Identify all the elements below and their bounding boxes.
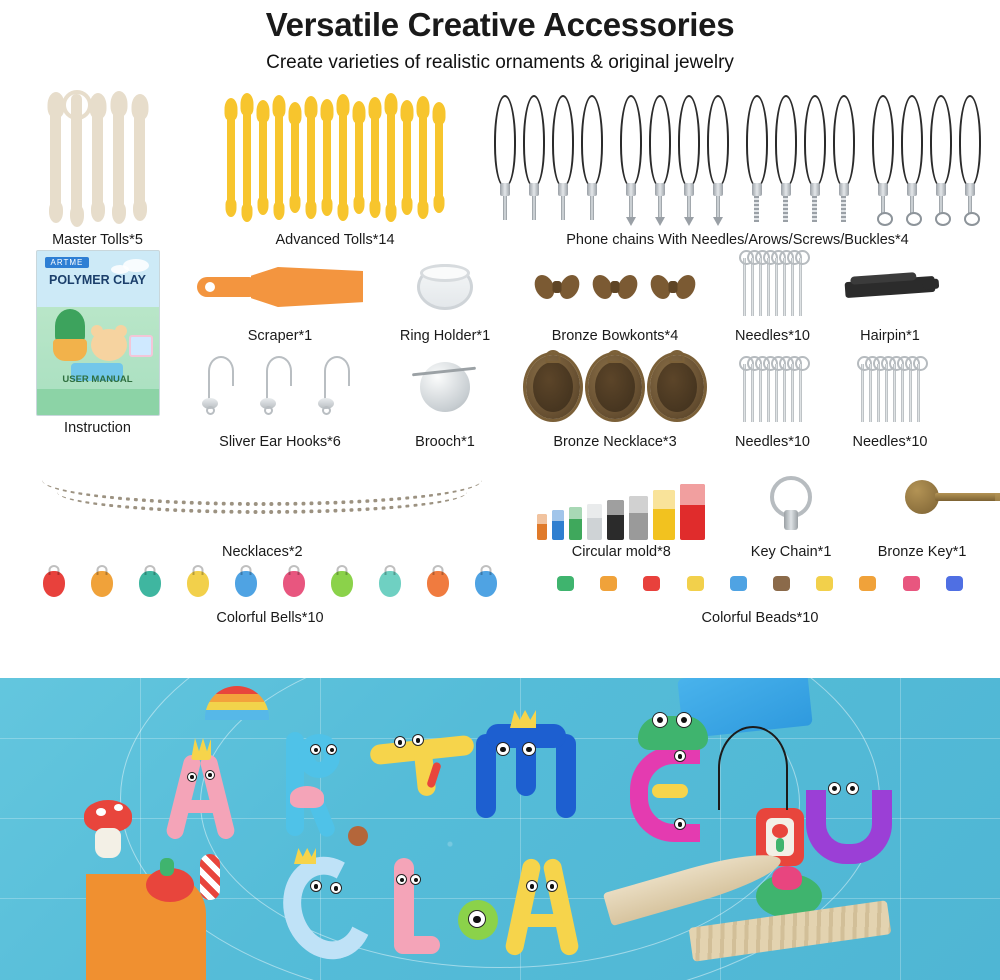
bowknot-icon — [651, 275, 695, 299]
caption-needles-top: Needles*10 — [735, 327, 810, 344]
advanced-tool-icon — [419, 102, 427, 214]
item-bronze-key — [854, 454, 990, 560]
pendant-icon — [650, 355, 704, 419]
item-bronze-necklace — [515, 344, 715, 450]
mold-icon — [653, 490, 675, 540]
master-tools-image — [10, 88, 185, 228]
caption-colorful-beads: Colorful Beads*10 — [701, 609, 819, 626]
bead-icon — [946, 576, 963, 591]
row-chains-molds — [0, 454, 1000, 560]
item-scraper — [185, 250, 375, 344]
bell-icon — [235, 571, 257, 597]
clay-blob-brown — [348, 826, 368, 846]
product-infographic — [0, 6, 1000, 980]
advanced-tool-icon — [323, 105, 331, 211]
row-accessories — [0, 250, 1000, 450]
clay-charm-chain — [718, 726, 788, 810]
master-tool-icon — [134, 100, 145, 216]
page-title: Versatile Creative Accessories — [265, 6, 735, 43]
accessory-subrow-bottom — [185, 344, 990, 450]
caption-circular-mold: Circular mold*8 — [571, 543, 671, 560]
chain-group-arrows — [618, 95, 731, 220]
advanced-tool-icon — [227, 104, 235, 212]
bead-icon — [730, 576, 747, 591]
caption-bronze-necklace: Bronze Necklace*3 — [553, 433, 677, 450]
clay-letter-a-yellow — [506, 850, 582, 962]
item-key-chain — [728, 454, 854, 560]
item-colorful-bells — [10, 562, 530, 626]
chain-group-needles — [492, 95, 605, 220]
item-colorful-beads — [530, 562, 990, 626]
mold-icon — [587, 504, 602, 540]
hairpin-image — [830, 250, 950, 324]
caption-needles-right: Needles*10 — [852, 433, 928, 450]
clay-letter-r — [278, 732, 348, 840]
advanced-tool-icon — [387, 99, 395, 217]
item-needles-top — [715, 250, 830, 344]
item-hairpin — [830, 250, 950, 344]
bell-icon — [187, 571, 209, 597]
scraper-image — [185, 250, 375, 324]
bronze-bowknots-image — [515, 250, 715, 324]
bell-icon — [475, 571, 497, 597]
advanced-tool-icon — [435, 108, 443, 208]
item-master-tools — [10, 88, 185, 248]
caption-phone-chains: Phone chains With Needles/Arows/Screws/Buckles*4 — [566, 231, 909, 248]
chain-group-buckles — [870, 95, 983, 220]
advanced-tool-icon — [339, 100, 347, 216]
master-tool-icon — [50, 98, 61, 218]
caption-needles-mid: Needles*10 — [735, 433, 810, 450]
clay-candy-cane — [200, 854, 220, 900]
bell-icon — [139, 571, 161, 597]
caption-bronze-bowknots: Bronze Bowkonts*4 — [551, 327, 679, 344]
phone-chains-image — [485, 88, 990, 228]
instruction-booklet-image — [36, 250, 160, 416]
mold-icon — [680, 484, 705, 540]
master-tool-icon — [71, 94, 82, 222]
mold-icon — [607, 500, 624, 540]
clay-letter-m — [470, 724, 590, 820]
needles-image — [715, 250, 830, 324]
item-advanced-tools — [185, 88, 485, 248]
caption-bronze-key: Bronze Key*1 — [877, 543, 967, 560]
bead-icon — [643, 576, 660, 591]
master-tool-icon — [92, 99, 103, 217]
bowknot-icon — [535, 275, 579, 299]
clay-letter-e — [626, 740, 716, 850]
advanced-tool-icon — [291, 108, 299, 208]
page-subtitle: Create varieties of realistic ornaments & original jewelry — [266, 51, 734, 73]
necklaces-image — [10, 454, 515, 540]
advanced-tool-icon — [307, 102, 315, 214]
caption-ring-holder: Ring Holder*1 — [399, 327, 491, 344]
caption-master-tools: Master Tolls*5 — [52, 231, 143, 248]
item-needles-mid — [715, 356, 830, 450]
brooch-image — [375, 344, 515, 430]
accessory-grid — [185, 250, 990, 450]
bead-icon — [687, 576, 704, 591]
needles-image — [715, 356, 830, 430]
item-instruction — [10, 250, 185, 450]
clay-mushroom-stem — [95, 828, 121, 858]
clay-letter-a — [165, 744, 239, 840]
colorful-bells-image — [10, 562, 530, 606]
row-bells-beads — [0, 562, 1000, 626]
clay-letter-t — [370, 722, 480, 782]
bead-icon — [600, 576, 617, 591]
clay-letter-c — [284, 856, 376, 966]
bronze-key-image — [854, 454, 990, 540]
bell-icon — [427, 571, 449, 597]
caption-ear-hooks: Sliver Ear Hooks*6 — [219, 433, 341, 450]
caption-instruction: Instruction — [64, 419, 131, 436]
item-ring-holder — [375, 250, 515, 344]
ear-hooks-image — [185, 344, 375, 430]
key-chain-image — [728, 454, 854, 540]
mold-icon — [552, 510, 564, 540]
caption-brooch: Brooch*1 — [415, 433, 475, 450]
clay-worm-purple — [806, 790, 892, 864]
advanced-tool-icon — [275, 101, 283, 215]
caption-key-chain: Key Chain*1 — [750, 543, 832, 560]
item-brooch — [375, 344, 515, 450]
master-tool-icon — [113, 97, 124, 219]
bell-icon — [91, 571, 113, 597]
bell-icon — [331, 571, 353, 597]
manual-footer: USER MANUAL — [62, 373, 133, 385]
needles-image — [830, 356, 950, 430]
caption-advanced-tools: Advanced Tolls*14 — [275, 231, 395, 248]
bronze-necklace-image — [515, 344, 715, 430]
lifestyle-photo — [0, 678, 1000, 980]
bell-icon — [379, 571, 401, 597]
ring-holder-image — [375, 250, 515, 324]
pendant-icon — [588, 355, 642, 419]
item-circular-mold — [515, 454, 728, 560]
ear-hook-icon — [204, 356, 240, 418]
bead-icon — [773, 576, 790, 591]
advanced-tool-icon — [371, 103, 379, 213]
caption-colorful-bells: Colorful Bells*10 — [216, 609, 324, 626]
ear-hook-icon — [262, 356, 298, 418]
advanced-tool-icon — [355, 107, 363, 209]
advanced-tools-image — [185, 88, 485, 228]
bead-icon — [859, 576, 876, 591]
bead-icon — [557, 576, 574, 591]
colorful-beads-image — [530, 562, 990, 606]
circular-mold-image — [515, 454, 728, 540]
pendant-icon — [526, 355, 580, 419]
item-needles-right — [830, 356, 950, 450]
clay-frog — [638, 716, 708, 750]
caption-necklaces: Necklaces*2 — [221, 543, 303, 560]
caption-hairpin: Hairpin*1 — [860, 327, 920, 344]
mold-icon — [537, 514, 547, 540]
accessory-subrow-top — [185, 250, 990, 344]
manual-brand: ARTME — [45, 257, 90, 268]
advanced-tool-icon — [259, 106, 267, 210]
advanced-tool-icon — [403, 106, 411, 210]
item-ear-hooks — [185, 344, 375, 450]
ear-hook-icon — [320, 356, 356, 418]
item-necklaces — [10, 454, 515, 560]
caption-scraper: Scraper*1 — [247, 327, 313, 344]
chain-group-screws — [744, 95, 857, 220]
manual-title: POLYMER CLAY — [48, 272, 146, 287]
mold-icon — [569, 507, 582, 540]
clay-letter-l — [382, 858, 442, 968]
advanced-tool-icon — [243, 99, 251, 217]
bead-icon — [816, 576, 833, 591]
bowknot-icon — [593, 275, 637, 299]
row-tools — [0, 88, 1000, 248]
mold-icon — [629, 496, 648, 540]
bell-icon — [43, 571, 65, 597]
bead-icon — [903, 576, 920, 591]
item-bronze-bowknots — [515, 250, 715, 344]
bell-icon — [283, 571, 305, 597]
item-phone-chains — [485, 88, 990, 248]
